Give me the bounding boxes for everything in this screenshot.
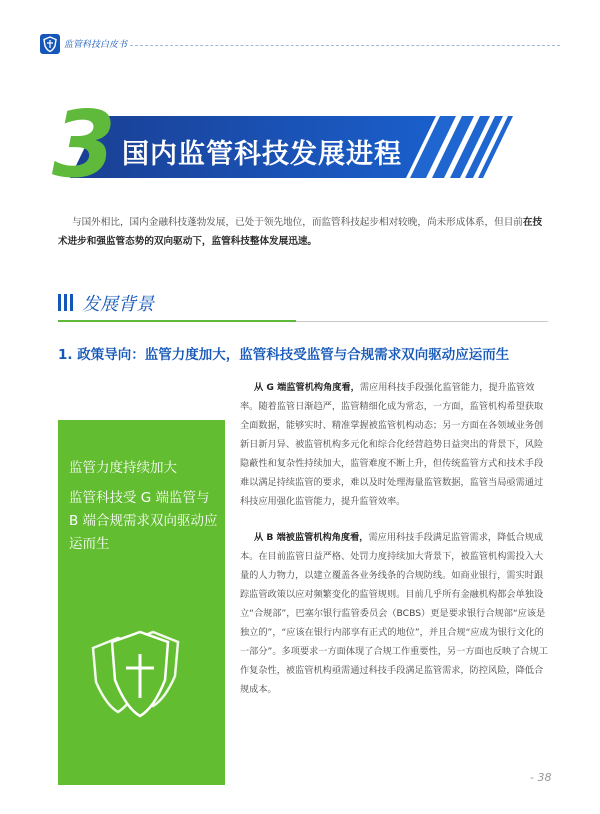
header-title: 监管科技白皮书: [64, 40, 128, 50]
p1-text: 需应用科技手段强化监管能力，提升监管效率。随着监管日渐趋严，监管精细化成为常态，一方面，监管机构希望获取全面数据，能够实时、精准掌握被监管机构动态；另一方面在各领域业务创新日新月异、被监管机构多元化和综合化经营趋势日益突出的背景下，风险隐蔽性和复杂性持续加大，监管难度不断上升，但传统监管方式和技术手段难以满足持续监管的要求，难以及时处理海量监管数据，监管当局亟需通过科技应用强化监管能力，提升监管效率。: [240, 382, 544, 507]
intro-normal-text: 与国外相比，国内金融科技蓬勃发展，已处于领先地位，而监管科技起步相对较晚，尚未形成体系，但目前: [72, 217, 523, 228]
intro-paragraph: [58, 213, 548, 251]
chapter-number: 3: [52, 91, 117, 198]
page-number: - 38: [530, 771, 552, 784]
intro-bold-text: 在技术进步和强监管态势的双向驱动下，监管科技整体发展迅速。: [58, 217, 543, 247]
header-divider: [130, 45, 560, 46]
section-rule: [58, 320, 296, 322]
p1-lead: 从 G 端监管机构角度看，: [254, 382, 360, 393]
p2-lead: 从 B 端被监管机构角度看，: [254, 532, 369, 543]
p2-text: 需应用科技手段满足监管需求，降低合规成本。在目前监管日益严格、处罚力度持续加大背景下，被监管机构需投入大量的人力物力，以建立覆盖各业务线条的合规防线。如商业银行，需实时跟踪监管政策以应对频繁变化的监管规则。目前几乎所有金融机构都会单独设立“合规部”，巴塞尔银行监管委员会（BCBS）更是要求银行合规部“应该是独立的”，“应该在银行内部享有正式的地位”，并且合规“应成为银行文化的一部分”。多项要求一方面体现了合规工作重要性，另一方面也反映了合规工作复杂性，被监管机构亟需通过科技手段满足监管需求，防控风险，降低合规成本。: [240, 532, 548, 695]
shield-logo-icon: [40, 34, 60, 54]
section-rule-gray: [296, 321, 548, 322]
body-paragraph-b-side: [240, 528, 550, 699]
panel-subheading: 监管科技受 G 端监管与 B 端合规需求双向驱动应运而生: [69, 490, 218, 552]
chapter-title: 国内监管科技发展进程: [122, 139, 402, 170]
section-title: 发展背景: [82, 294, 154, 315]
panel-heading: 监管力度持续加大: [69, 460, 177, 476]
body-paragraph-g-side: [240, 378, 550, 511]
subsection-title: 1. 政策导向：监管力度加大，监管科技受监管与合规需求双向驱动应运而生: [58, 347, 510, 363]
shield-cross-icon: [68, 620, 198, 730]
